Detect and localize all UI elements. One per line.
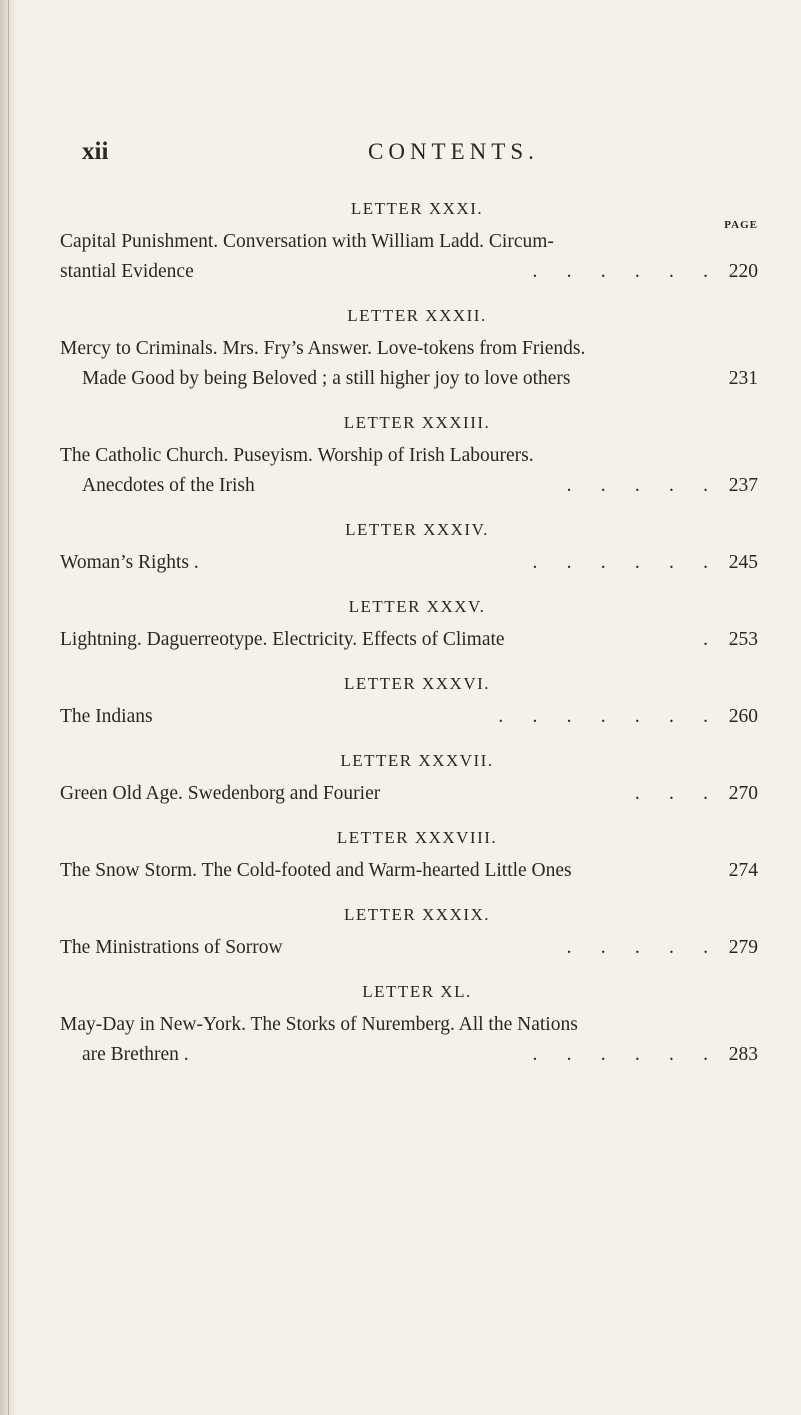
letter-heading: LETTER XXXI. bbox=[350, 199, 484, 218]
entry-line-last: . . . . . . . The Indians 260 bbox=[60, 702, 760, 732]
letter-heading: LETTER XXXVII. bbox=[340, 751, 494, 770]
contents-entry bbox=[60, 749, 760, 809]
page-title: CONTENTS. bbox=[368, 139, 539, 164]
page-number: 283 bbox=[728, 1044, 758, 1065]
dot-leaders: . . . . . . bbox=[532, 1044, 708, 1065]
page-edge-shadow bbox=[0, 0, 18, 1415]
letter-heading: LETTER XXXIV. bbox=[345, 520, 489, 539]
entry-line-last: Made Good by being Beloved ; a still higher joy to love others 231 bbox=[60, 364, 760, 394]
contents-entry bbox=[60, 197, 760, 287]
page-number: 231 bbox=[728, 368, 758, 389]
entry-line-last: . . . . . Anecdotes of the Irish 237 bbox=[60, 471, 760, 501]
entry-line: May-Day in New-York. The Storks of Nuremberg. All the Nations bbox=[60, 1010, 760, 1040]
entry-line-last: . . . . . . stantial Evidence 220 bbox=[60, 257, 760, 287]
dot-leaders: . . . . . . bbox=[532, 552, 708, 573]
page-number: 237 bbox=[728, 475, 758, 496]
page-number: 245 bbox=[728, 552, 758, 573]
dot-leaders: . . . . . . . bbox=[498, 706, 708, 727]
dot-leaders: . . . . . bbox=[566, 475, 708, 496]
dot-leaders: . bbox=[703, 629, 708, 650]
dot-leaders: . . . . . . bbox=[532, 261, 708, 282]
entry-line-last: . . . . . . are Brethren . 283 bbox=[60, 1040, 760, 1070]
contents-entry bbox=[60, 595, 760, 655]
folio-number: xii bbox=[82, 138, 109, 165]
book-page bbox=[60, 0, 760, 1415]
letter-heading: LETTER XXXIX. bbox=[343, 905, 491, 924]
entry-line-last: . Lightning. Daguerreotype. Electricity. Effects of Climate 253 bbox=[60, 625, 760, 655]
contents-entry bbox=[60, 980, 760, 1070]
entry-line: The Catholic Church. Puseyism. Worship of Irish Labourers. bbox=[60, 441, 760, 471]
entry-line-last: The Snow Storm. The Cold-footed and Warm-hearted Little Ones 274 bbox=[60, 856, 760, 886]
page-number: 274 bbox=[728, 860, 758, 881]
page-number: 270 bbox=[728, 783, 758, 804]
page-number: 279 bbox=[728, 937, 758, 958]
letter-heading: LETTER XXXIII. bbox=[343, 413, 491, 432]
contents-entry bbox=[60, 903, 760, 963]
letter-heading: LETTER XXXII. bbox=[347, 306, 487, 325]
contents-list bbox=[60, 197, 760, 1087]
dot-leaders: . . . . . bbox=[566, 937, 708, 958]
contents-entry bbox=[60, 672, 760, 732]
contents-entry bbox=[60, 304, 760, 394]
page-edge-line bbox=[8, 0, 9, 1415]
page-number: 220 bbox=[728, 261, 758, 282]
contents-entry bbox=[60, 826, 760, 886]
entry-line-last: . . . . . . Woman’s Rights . 245 bbox=[60, 548, 760, 578]
entry-line-last: . . . . . The Ministrations of Sorrow 279 bbox=[60, 933, 760, 963]
page-number: 260 bbox=[728, 706, 758, 727]
page-column-label: PAGE bbox=[724, 219, 758, 231]
contents-entry bbox=[60, 411, 760, 501]
running-head bbox=[60, 138, 760, 170]
page-number: 253 bbox=[728, 629, 758, 650]
entry-line: Capital Punishment. Conversation with William Ladd. Circum- bbox=[60, 227, 760, 257]
letter-heading: LETTER XXXV. bbox=[348, 597, 486, 616]
letter-heading: LETTER XL. bbox=[362, 982, 472, 1001]
letter-heading: LETTER XXXVI. bbox=[343, 674, 491, 693]
entry-line: Mercy to Criminals. Mrs. Fry’s Answer. Love-tokens from Friends. bbox=[60, 334, 760, 364]
contents-entry bbox=[60, 518, 760, 578]
entry-line-last: . . . Green Old Age. Swedenborg and Fourier 270 bbox=[60, 779, 760, 809]
letter-heading: LETTER XXXVIII. bbox=[336, 828, 498, 847]
dot-leaders: . . . bbox=[634, 783, 708, 804]
